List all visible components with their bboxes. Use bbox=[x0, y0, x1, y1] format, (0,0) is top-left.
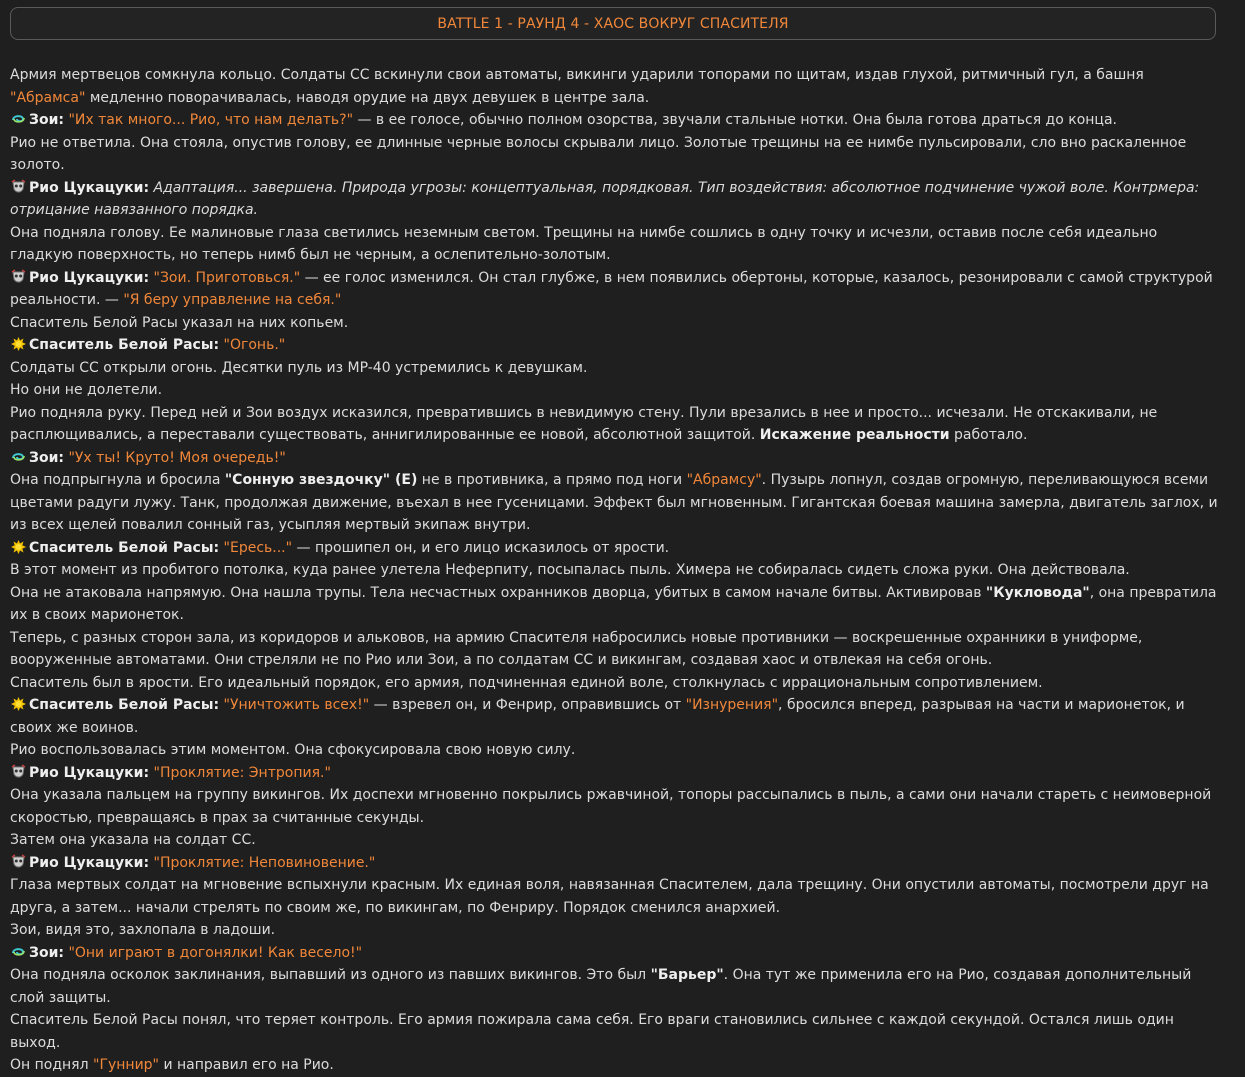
speaker-name: Зои: bbox=[29, 944, 64, 961]
swirl-icon bbox=[11, 945, 26, 959]
story-paragraph: Затем она указала на солдат СС. bbox=[10, 832, 256, 848]
story-paragraph: Она подпрыгнула и бросила "Сонную звездочку" (E) не в противника, а прямо под ноги "Абрамсу". Пузырь лопнул, создав огромную, переливающуюся всеми цветами радуги лужу. Танк, продолжая движение, въехал в нее гусеницами. Эффект был мгновенным. Гигантская боевая машина замерла, двигатель заглох, и из всех щелей повалил сонный газ, усыпляя мертвый экипаж внутри. bbox=[10, 472, 1218, 533]
sun-icon bbox=[11, 697, 26, 711]
dialogue-line-zoe: Зои: "Они играют в догонялки! Как весело!" bbox=[10, 942, 1222, 965]
dialogue-line-rio: Рио Цукацуки: "Проклятие: Неповиновение." bbox=[10, 852, 1222, 875]
story-paragraph: Спаситель был в ярости. Его идеальный порядок, его армия, подчиненная единой воле, столкнулась с иррациональным сопротивлением. bbox=[10, 674, 1043, 691]
round-title-bar bbox=[10, 7, 1216, 40]
mask-icon bbox=[11, 180, 26, 194]
sun-icon bbox=[11, 337, 26, 351]
dialogue-line-savior: Спаситель Белой Расы: "Ересь..." — прошипел он, и его лицо исказилось от ярости. bbox=[10, 537, 1222, 560]
story-paragraph: Солдаты СС открыли огонь. Десятки пуль из MP-40 устремились к девушкам. bbox=[10, 359, 588, 376]
speaker-name: Спаситель Белой Расы: bbox=[29, 539, 220, 556]
mask-icon bbox=[11, 270, 26, 284]
speaker-name: Зои: bbox=[29, 112, 64, 128]
dialogue-line-rio: Рио Цукацуки: "Проклятие: Энтропия." bbox=[10, 762, 1222, 785]
story-paragraph: Он поднял "Гуннир" и направил его на Рио. bbox=[10, 1057, 334, 1073]
story-paragraph: Спаситель Белой Расы указал на них копьем. bbox=[10, 314, 349, 331]
story-text bbox=[10, 64, 1222, 1077]
story-paragraph: Глаза мертвых солдат на мгновение вспыхнули красным. Их единая воля, навязанная Спасителем, дала трещину. Они опустили автоматы, посмотрели друг на друга, а затем... начали стрелять по своим же, по викингам, по Фенриру. Порядок сменился анархией. bbox=[10, 877, 1209, 916]
story-paragraph: Но они не долетели. bbox=[10, 382, 163, 398]
story-paragraph: Зои, видя это, захлопала в ладоши. bbox=[10, 922, 276, 938]
dialogue-line-rio: Рио Цукацуки: Адаптация... завершена. Природа угрозы: концептуальная, порядковая. Тип воздействия: абсолютное подчинение чужой воле. Контрмера: отрицание навязанного порядка. bbox=[10, 179, 1200, 218]
story-paragraph: Рио воспользовалась этим моментом. Она сфокусировала свою новую силу. bbox=[10, 742, 576, 758]
speaker-name: Рио Цукацуки: bbox=[29, 764, 150, 781]
dialogue-line-savior: Спаситель Белой Расы: "Огонь." bbox=[10, 334, 1222, 357]
speaker-name: Рио Цукацуки: bbox=[29, 854, 150, 871]
swirl-icon bbox=[11, 112, 26, 126]
story-paragraph: Рио не ответила. Она стояла, опустив голову, ее длинные черные волосы скрывали лицо. Золотые трещины на ее нимбе пульсировали, сло вно раскаленное золото. bbox=[10, 134, 1187, 173]
speaker-name: Рио Цукацуки: bbox=[29, 179, 150, 196]
dialogue-line-rio: Рио Цукацуки: "Зои. Приготовься." — ее голос изменился. Он стал глубже, в нем появились обертоны, которые, казалось, резонировали с самой структурой реальности. — "Я беру управление на себя." bbox=[10, 269, 1213, 308]
swirl-icon bbox=[11, 450, 26, 464]
dialogue-line-zoe: Зои: "Их так много... Рио, что нам делать?" — в ее голосе, обычно полном озорства, звучали стальные нотки. Она была готова драться до конца. bbox=[10, 109, 1222, 132]
story-paragraph: В этот момент из пробитого потолка, куда ранее улетела Неферпиту, посыпалась пыль. Химера не собиралась сидеть сложа руки. Она действовала. bbox=[10, 562, 1130, 578]
speaker-name: Рио Цукацуки: bbox=[29, 269, 150, 286]
story-paragraph: Она указала пальцем на группу викингов. Их доспехи мгновенно покрылись ржавчиной, топоры рассыпались в пыль, а сами они начали стареть с неимоверной скоростью, превращаясь в прах за считанные секунды. bbox=[10, 787, 1212, 826]
story-paragraph: Она подняла осколок заклинания, выпавший из одного из павших викингов. Это был "Барьер". Она тут же применила его на Рио, создавая дополнительный слой защиты. bbox=[10, 967, 1192, 1006]
story-paragraph: Она подняла голову. Ее малиновые глаза светились неземным светом. Трещины на нимбе сошлись в одну точку и исчезли, оставив после себя идеально гладкую поверхность, но теперь нимб был не черным, а ослепительно-золотым. bbox=[10, 224, 1158, 263]
story-paragraph: Теперь, с разных сторон зала, из коридоров и альковов, на армию Спасителя набросились новые противники — воскрешенные охранники в униформе, вооруженные автоматами. Они стреляли не по Рио или Зои, а по солдатам СС и викингам, создавая хаос и отвлекая на себя огонь. bbox=[10, 629, 1143, 668]
round-title: BATTLE 1 - РАУНД 4 - ХАОС ВОКРУГ СПАСИТЕЛЯ bbox=[437, 15, 789, 32]
story-paragraph: Она не атаковала напрямую. Она нашла трупы. Тела несчастных охранников дворца, убитых в самом начале битвы. Активировав "Кукловода", она превратила их в своих марионеток. bbox=[10, 584, 1217, 623]
speaker-name: Зои: bbox=[29, 449, 64, 466]
story-paragraph: Рио подняла руку. Перед ней и Зои воздух исказился, превратившись в невидимую стену. Пули врезались в нее и просто... исчезали. Не отскакивали, не расплющивались, а переставали существовать, аннигилированные ее новой, абсолютной защитой. Искажение реальности работало. bbox=[10, 404, 1158, 443]
speaker-name: Спаситель Белой Расы: bbox=[29, 337, 220, 353]
dialogue-line-zoe: Зои: "Ух ты! Круто! Моя очередь!" bbox=[10, 447, 1222, 470]
story-paragraph: Армия мертвецов сомкнула кольцо. Солдаты СС вскинули свои автоматы, викинги ударили топорами по щитам, издав глухой, ритмичный гул, а башня "Абрамса" медленно поворачивалась, наводя орудие на двух девушек в центре зала. bbox=[10, 67, 1144, 106]
sun-icon bbox=[11, 540, 26, 554]
speaker-name: Спаситель Белой Расы: bbox=[29, 697, 220, 713]
mask-icon bbox=[11, 765, 26, 779]
story-paragraph: Спаситель Белой Расы понял, что теряет контроль. Его армия пожирала сама себя. Его враги становились сильнее с каждой секундой. Остался лишь один выход. bbox=[10, 1012, 1174, 1051]
dialogue-line-savior: Спаситель Белой Расы: "Уничтожить всех!" — взревел он, и Фенрир, оправившись от "Изнурения", бросился вперед, разрывая на части и марионеток, и своих же воинов. bbox=[10, 697, 1185, 736]
mask-icon bbox=[11, 855, 26, 869]
